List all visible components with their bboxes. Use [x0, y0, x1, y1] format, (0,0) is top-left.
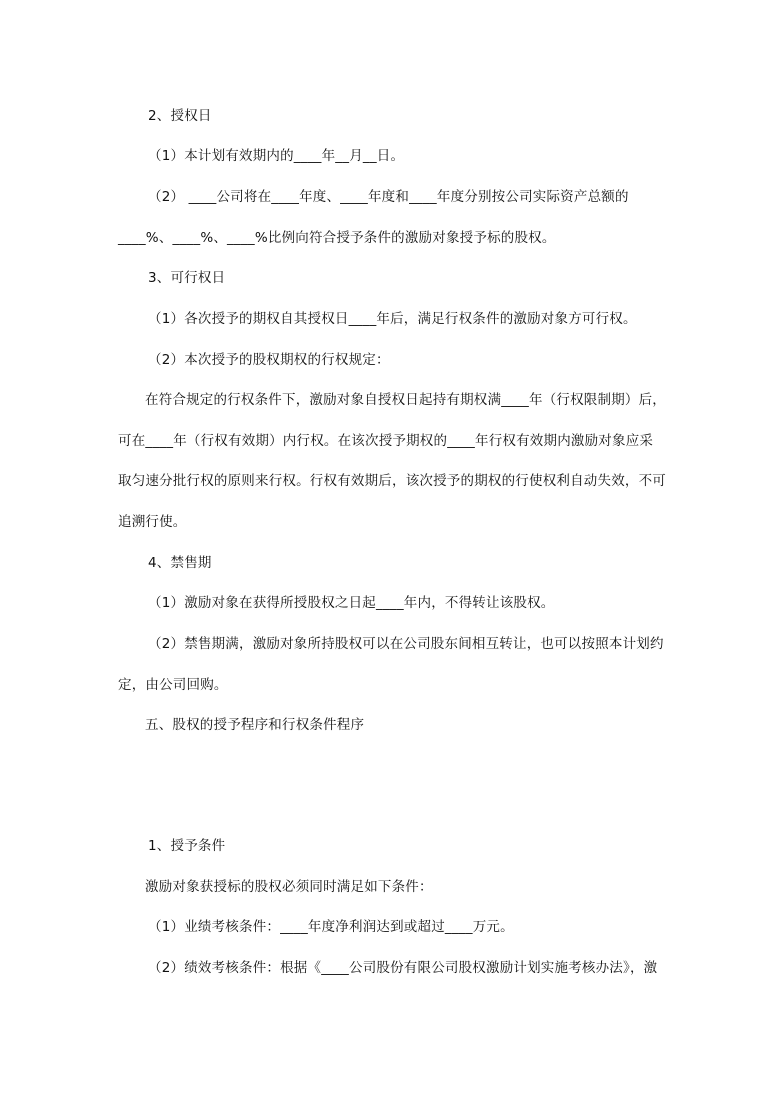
paragraph-line: 定，由公司回购。 [118, 677, 228, 693]
paragraph-line: （2） ____公司将在____年度、____年度和____年度分别按公司实际资产总额的 [148, 189, 629, 205]
paragraph-line: （2）绩效考核条件：根据《____公司股份有限公司股权激励计划实施考核办法》，激 [148, 960, 658, 976]
paragraph-line: （1）本计划有效期内的____年__月__日。 [148, 148, 405, 164]
paragraph-line: （2）禁售期满，激励对象所持股权可以在公司股东间相互转让，也可以按照本计划约 [148, 636, 664, 652]
section-heading-lockup: 4、禁售期 [148, 555, 212, 571]
section-heading-grant-conditions: 1、授予条件 [148, 838, 226, 854]
paragraph-line: 激励对象获授标的股权必须同时满足如下条件： [145, 879, 433, 895]
section-heading-exercise-date: 3、可行权日 [148, 270, 226, 286]
section-heading-grant-date: 2、授权日 [148, 108, 212, 124]
paragraph-line: （1）业绩考核条件：____年度净利润达到或超过____万元。 [148, 919, 514, 935]
paragraph-line: （2）本次授予的股权期权的行权规定： [148, 352, 390, 368]
paragraph-line: （1）各次授予的期权自其授权日____年后，满足行权条件的激励对象方可行权。 [148, 311, 637, 327]
paragraph-line: 追溯行使。 [118, 514, 187, 530]
paragraph-line: 取匀速分批行权的原则来行权。行权有效期后，该次授予的期权的行使权利自动失效，不可 [118, 473, 666, 489]
paragraph-line: ____%、____%、____%比例向符合授予条件的激励对象授予标的股权。 [118, 230, 556, 246]
chapter-heading: 五、股权的授予程序和行权条件程序 [145, 717, 365, 733]
paragraph-line: 在符合规定的行权条件下，激励对象自授权日起持有期权满____年（行权限制期）后， [145, 392, 666, 408]
paragraph-line: 可在____年（行权有效期）内行权。在该次授予期权的____年行权有效期内激励对象应采 [118, 433, 654, 449]
paragraph-line: （1）激励对象在获得所授股权之日起____年内，不得转让该股权。 [148, 595, 555, 611]
